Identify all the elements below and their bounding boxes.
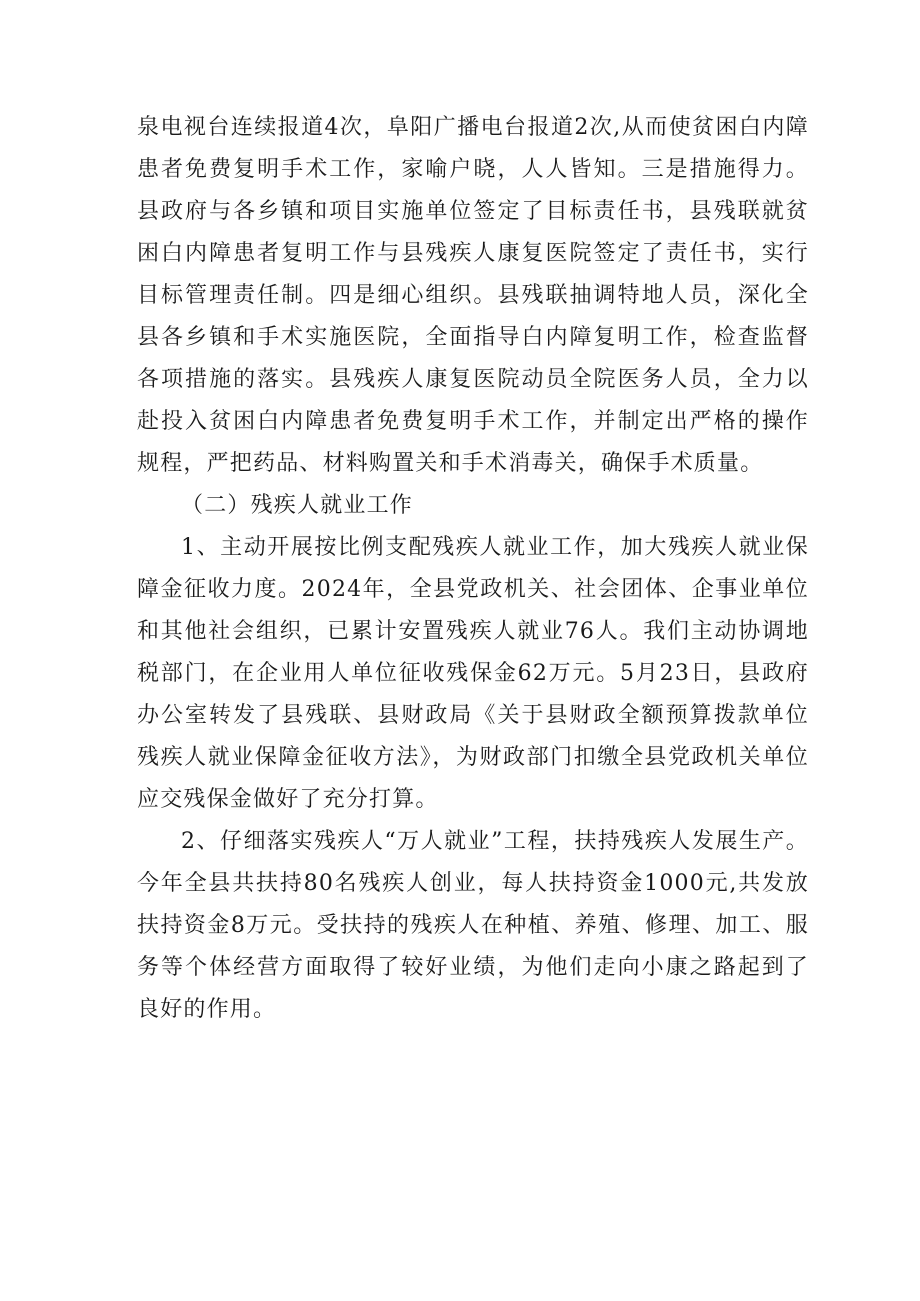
document-body <box>137 107 809 1031</box>
paragraph-employment-2: 2、仔细落实残疾人“万人就业”工程，扶持残疾人发展生产。今年全县共扶持80名残疾人创业，每人扶持资金1000元,共发放扶持资金8万元。受扶持的残疾人在种植、养殖、修理、加工、服务等个体经营方面取得了较好业绩，为他们走向小康之路起到了良好的作用。 <box>137 829 809 1022</box>
paragraph-continued: 泉电视台连续报道4次，阜阳广播电台报道2次,从而使贫困白内障患者免费复明手术工作，家喻户晓，人人皆知。三是措施得力。县政府与各乡镇和项目实施单位签定了目标责任书，县残联就贫困白内障患者复明工作与县残疾人康复医院签定了责任书，实行目标管理责任制。四是细心组织。县残联抽调特地人员，深化全县各乡镇和手术实施医院，全面指导白内障复明工作，检查监督各项措施的落实。县残疾人康复医院动员全院医务人员，全力以赴投入贫困白内障患者免费复明手术工作，并制定出严格的操作规程，严把药品、材料购置关和手术消毒关，确保手术质量。 <box>137 115 809 476</box>
paragraph-employment-1: 1、主动开展按比例支配残疾人就业工作，加大残疾人就业保障金征收力度。2024年，全县党政机关、社会团体、企事业单位和其他社会组织，已累计安置残疾人就业76人。我们主动协调地税部门，在企业用人单位征收残保金62万元。5月23日，县政府办公室转发了县残联、县财政局《关于县财政全额预算拨款单位残疾人就业保障金征收方法》，为财政部门扣缴全县党政机关单位应交残保金做好了充分打算。 <box>137 535 809 812</box>
section-heading: （二）残疾人就业工作 <box>181 493 414 518</box>
